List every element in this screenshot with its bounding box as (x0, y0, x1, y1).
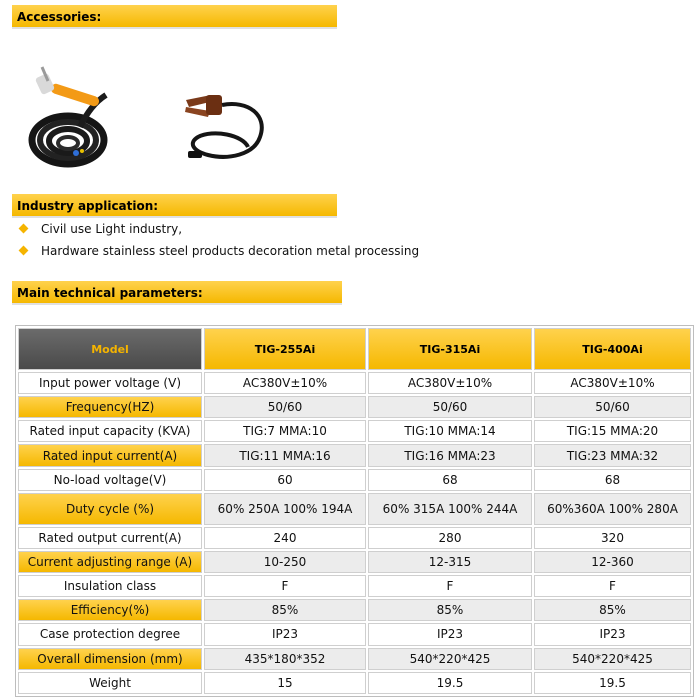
row-label: Duty cycle (%) (18, 493, 202, 525)
industry-list (18, 218, 419, 262)
list-item-text: Hardware stainless steel products decoration metal processing (41, 244, 420, 258)
row-label: Efficiency(%) (18, 599, 202, 621)
table-cell: 10-250 (204, 551, 366, 573)
table-row (18, 420, 691, 442)
table-cell: 19.5 (534, 672, 691, 694)
table-header-row (18, 328, 691, 370)
parameters-heading: Main technical parameters: (12, 281, 342, 303)
table-cell: 19.5 (368, 672, 532, 694)
earth-clamp-icon (185, 95, 262, 158)
table-row (18, 469, 691, 491)
table-cell: TIG:7 MMA:10 (204, 420, 366, 442)
table-cell: TIG:10 MMA:14 (368, 420, 532, 442)
row-label: Frequency(HZ) (18, 396, 202, 418)
table-row (18, 551, 691, 573)
column-header: TIG-315Ai (368, 328, 532, 370)
table-cell: 68 (368, 469, 532, 491)
tig-torch-icon (32, 67, 106, 164)
row-label: Current adjusting range (A) (18, 551, 202, 573)
table-cell: 12-360 (534, 551, 691, 573)
table-cell: 50/60 (368, 396, 532, 418)
table-cell: 85% (368, 599, 532, 621)
row-label: Rated input current(A) (18, 444, 202, 466)
bullet-diamond-icon (19, 246, 29, 256)
table-cell: 60%360A 100% 280A (534, 493, 691, 525)
table-row (18, 444, 691, 466)
row-label: Weight (18, 672, 202, 694)
table-cell: TIG:11 MMA:16 (204, 444, 366, 466)
table-cell: TIG:23 MMA:32 (534, 444, 691, 466)
row-label: No-load voltage(V) (18, 469, 202, 491)
column-header: TIG-255Ai (204, 328, 366, 370)
row-label: Case protection degree (18, 623, 202, 645)
parameters-table (15, 325, 694, 697)
table-cell: 60% 250A 100% 194A (204, 493, 366, 525)
table-cell: 60 (204, 469, 366, 491)
table-cell: 50/60 (534, 396, 691, 418)
table-cell: 85% (204, 599, 366, 621)
table-cell: 320 (534, 527, 691, 549)
table-row (18, 623, 691, 645)
bullet-diamond-icon (19, 224, 29, 234)
table-cell: 50/60 (204, 396, 366, 418)
table-cell: 540*220*425 (368, 648, 532, 670)
accessories-photos (28, 55, 278, 170)
table-row (18, 599, 691, 621)
column-header: TIG-400Ai (534, 328, 691, 370)
accessories-heading: Accessories: (12, 5, 337, 27)
table-cell: IP23 (204, 623, 366, 645)
table-cell: TIG:16 MMA:23 (368, 444, 532, 466)
list-item-text: Civil use Light industry, (41, 222, 183, 236)
row-label: Input power voltage (V) (18, 372, 202, 394)
table-row (18, 648, 691, 670)
list-item (18, 240, 419, 262)
table-cell: IP23 (368, 623, 532, 645)
table-cell: TIG:15 MMA:20 (534, 420, 691, 442)
table-row (18, 372, 691, 394)
table-cell: AC380V±10% (368, 372, 532, 394)
table-cell: IP23 (534, 623, 691, 645)
table-cell: 435*180*352 (204, 648, 366, 670)
table-row (18, 493, 691, 525)
table-cell: 60% 315A 100% 244A (368, 493, 532, 525)
table-cell: 540*220*425 (534, 648, 691, 670)
table-cell: F (534, 575, 691, 597)
row-label: Insulation class (18, 575, 202, 597)
table-cell: 85% (534, 599, 691, 621)
table-row (18, 396, 691, 418)
table-cell: F (204, 575, 366, 597)
table-cell: 12-315 (368, 551, 532, 573)
table-cell: F (368, 575, 532, 597)
table-cell: 280 (368, 527, 532, 549)
row-label: Rated output current(A) (18, 527, 202, 549)
table-row (18, 575, 691, 597)
table-row (18, 527, 691, 549)
industry-heading: Industry application: (12, 194, 337, 216)
table-cell: 15 (204, 672, 366, 694)
list-item (18, 218, 419, 240)
row-label: Rated input capacity (KVA) (18, 420, 202, 442)
table-cell: AC380V±10% (204, 372, 366, 394)
table-cell: 68 (534, 469, 691, 491)
table-cell: 240 (204, 527, 366, 549)
table-row (18, 672, 691, 694)
table-cell: AC380V±10% (534, 372, 691, 394)
row-label: Overall dimension (mm) (18, 648, 202, 670)
model-header: Model (18, 328, 202, 370)
